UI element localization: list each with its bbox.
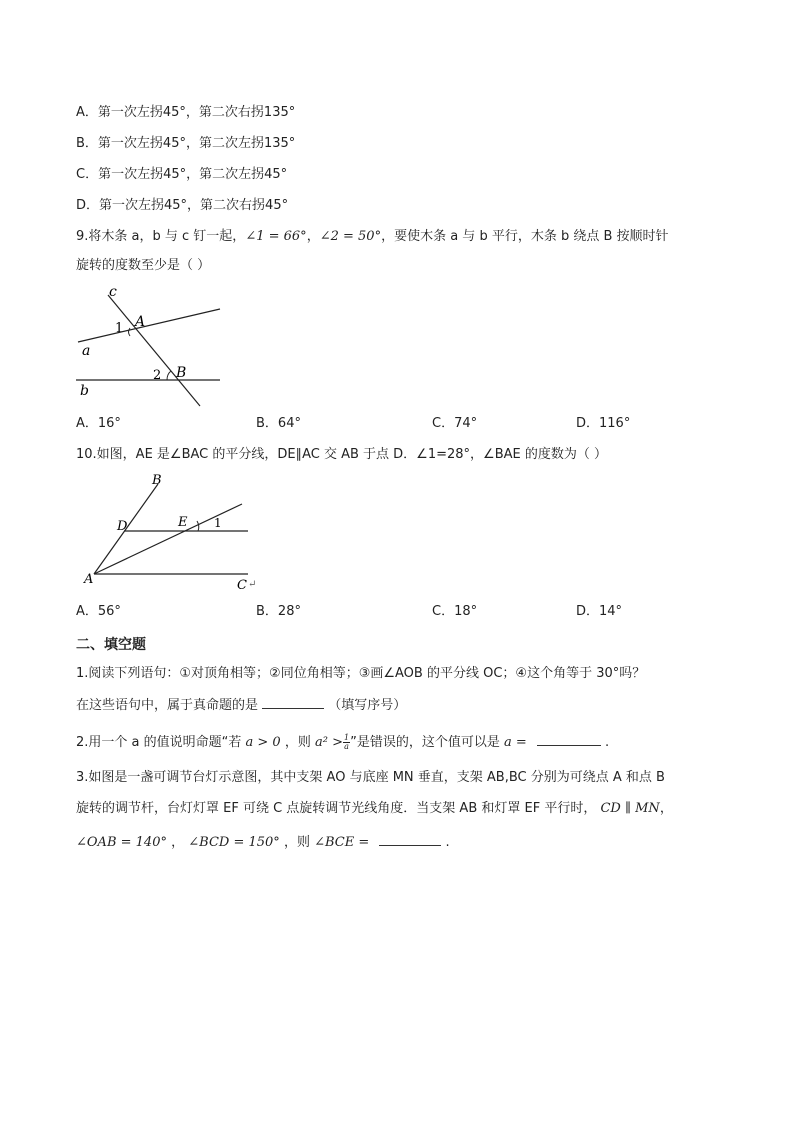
f3-line1: 3.如图是一盏可调节台灯示意图，其中支架 AO 与底座 MN 垂直，支架 AB,BC 分别为可绕点 A 和点 B bbox=[76, 770, 665, 785]
q9-angle1-arc bbox=[129, 328, 131, 336]
f1-answer-blank[interactable] bbox=[262, 696, 324, 709]
q9-angle2-arc bbox=[167, 371, 171, 380]
q9-stem-line1 bbox=[76, 229, 669, 245]
f2-var: a = bbox=[503, 735, 527, 750]
f3-text: 旋转的调节杆，台灯灯罩 EF 可绕 C 点旋转调节光线角度．当支架 AB 和灯罩 EF 平行时， bbox=[76, 801, 597, 816]
q10-label-B: B bbox=[152, 473, 162, 488]
q9-label-b: b bbox=[80, 383, 89, 399]
f3-parallel: CD ∥ MN bbox=[600, 801, 660, 816]
q9-option-b: B．64° bbox=[256, 416, 301, 431]
q9-figure bbox=[70, 282, 230, 412]
q10-label-A: A bbox=[84, 572, 94, 587]
q9-stem-text: 9.将木条 a，b 与 c 钉一起， bbox=[76, 229, 246, 244]
q9-angle1: ∠1 = 66° bbox=[245, 229, 307, 244]
f1-text: 在这些语句中，属于真命题的是 bbox=[76, 698, 259, 713]
q10-option-d: D．14° bbox=[576, 604, 623, 619]
q10-label-D: D bbox=[117, 519, 128, 534]
q10-label-1: 1 bbox=[214, 516, 222, 530]
q10-return-mark: ↵ bbox=[248, 579, 257, 590]
f2-sep: ，则 bbox=[284, 735, 311, 750]
q9-label-c: c bbox=[109, 284, 117, 300]
f1-line2 bbox=[76, 696, 406, 714]
f3-angle-bce: ∠BCE = bbox=[314, 835, 370, 850]
f2-answer-blank[interactable] bbox=[537, 733, 601, 746]
f3-sep-1: ， bbox=[171, 835, 185, 850]
f2-line bbox=[76, 733, 609, 751]
q9-option-c: C．74° bbox=[432, 416, 478, 431]
q9-label-A: A bbox=[135, 314, 146, 330]
q10-ray-ae bbox=[94, 504, 242, 574]
option-prev-a: A．第一次左拐45°，第二次右拐135° bbox=[76, 105, 296, 120]
q9-stem-line2: 旋转的度数至少是（ ） bbox=[76, 258, 211, 273]
q9-line-c bbox=[108, 295, 200, 406]
f2-inequality: a² > bbox=[315, 735, 343, 750]
q10-label-C: C bbox=[237, 578, 247, 593]
q9-line-a bbox=[78, 309, 220, 342]
q9-label-1: 1 bbox=[115, 321, 124, 336]
q9-option-d: D．116° bbox=[576, 416, 631, 431]
q9-sep: ， bbox=[306, 229, 320, 244]
q9-stem-text-2: ，要使木条 a 与 b 平行，木条 b 绕点 B 按顺时针 bbox=[381, 229, 669, 244]
f3-sep: ， bbox=[659, 801, 673, 816]
q10-figure bbox=[80, 470, 265, 595]
q9-label-2: 2 bbox=[153, 368, 162, 383]
q9-label-B: B bbox=[176, 365, 187, 381]
q10-label-E: E bbox=[178, 515, 188, 530]
f3-sep-2: ，则 bbox=[283, 835, 310, 850]
option-prev-d: D．第一次左拐45°，第二次右拐45° bbox=[76, 198, 289, 213]
q9-label-a: a bbox=[82, 343, 91, 359]
q9-angle2: ∠2 = 50° bbox=[319, 229, 382, 244]
f3-line3 bbox=[76, 833, 450, 851]
f3-end: . bbox=[445, 835, 450, 850]
q10-angle1-arc bbox=[197, 521, 199, 531]
f3-angle-oab: ∠OAB = 140° bbox=[76, 835, 167, 850]
f3-answer-blank[interactable] bbox=[379, 833, 441, 846]
section-title: 二、填空题 bbox=[76, 637, 146, 653]
f2-end: . bbox=[605, 735, 610, 750]
option-prev-c: C．第一次左拐45°，第二次左拐45° bbox=[76, 167, 288, 182]
f2-condition: a > 0 bbox=[245, 735, 281, 750]
f2-text: 2.用一个 a 的值说明命题“若 bbox=[76, 735, 242, 750]
f3-angle-bcd: ∠BCD = 150° bbox=[188, 835, 280, 850]
f2-fraction-den: a bbox=[344, 742, 349, 751]
q10-option-c: C．18° bbox=[432, 604, 478, 619]
f3-line2 bbox=[76, 801, 673, 817]
q10-option-b: B．28° bbox=[256, 604, 301, 619]
q10-option-a: A．56° bbox=[76, 604, 121, 619]
f2-fraction-num: 1 bbox=[344, 733, 350, 742]
f2-text-2: ”是错误的，这个值可以是 bbox=[350, 735, 500, 750]
f1-line1: 1.阅读下列语句：①对顶角相等；②同位角相等；③画∠AOB 的平分线 OC；④这个角等于 30°吗？ bbox=[76, 666, 646, 681]
q10-stem: 10.如图，AE 是∠BAC 的平分线，DE∥AC 交 AB 于点 D．∠1=28°，∠BAE 的度数为（ ） bbox=[76, 447, 607, 462]
option-prev-b: B．第一次左拐45°，第二次左拐135° bbox=[76, 136, 296, 151]
q9-option-a: A．16° bbox=[76, 416, 121, 431]
f1-hint: （填写序号） bbox=[328, 698, 407, 713]
